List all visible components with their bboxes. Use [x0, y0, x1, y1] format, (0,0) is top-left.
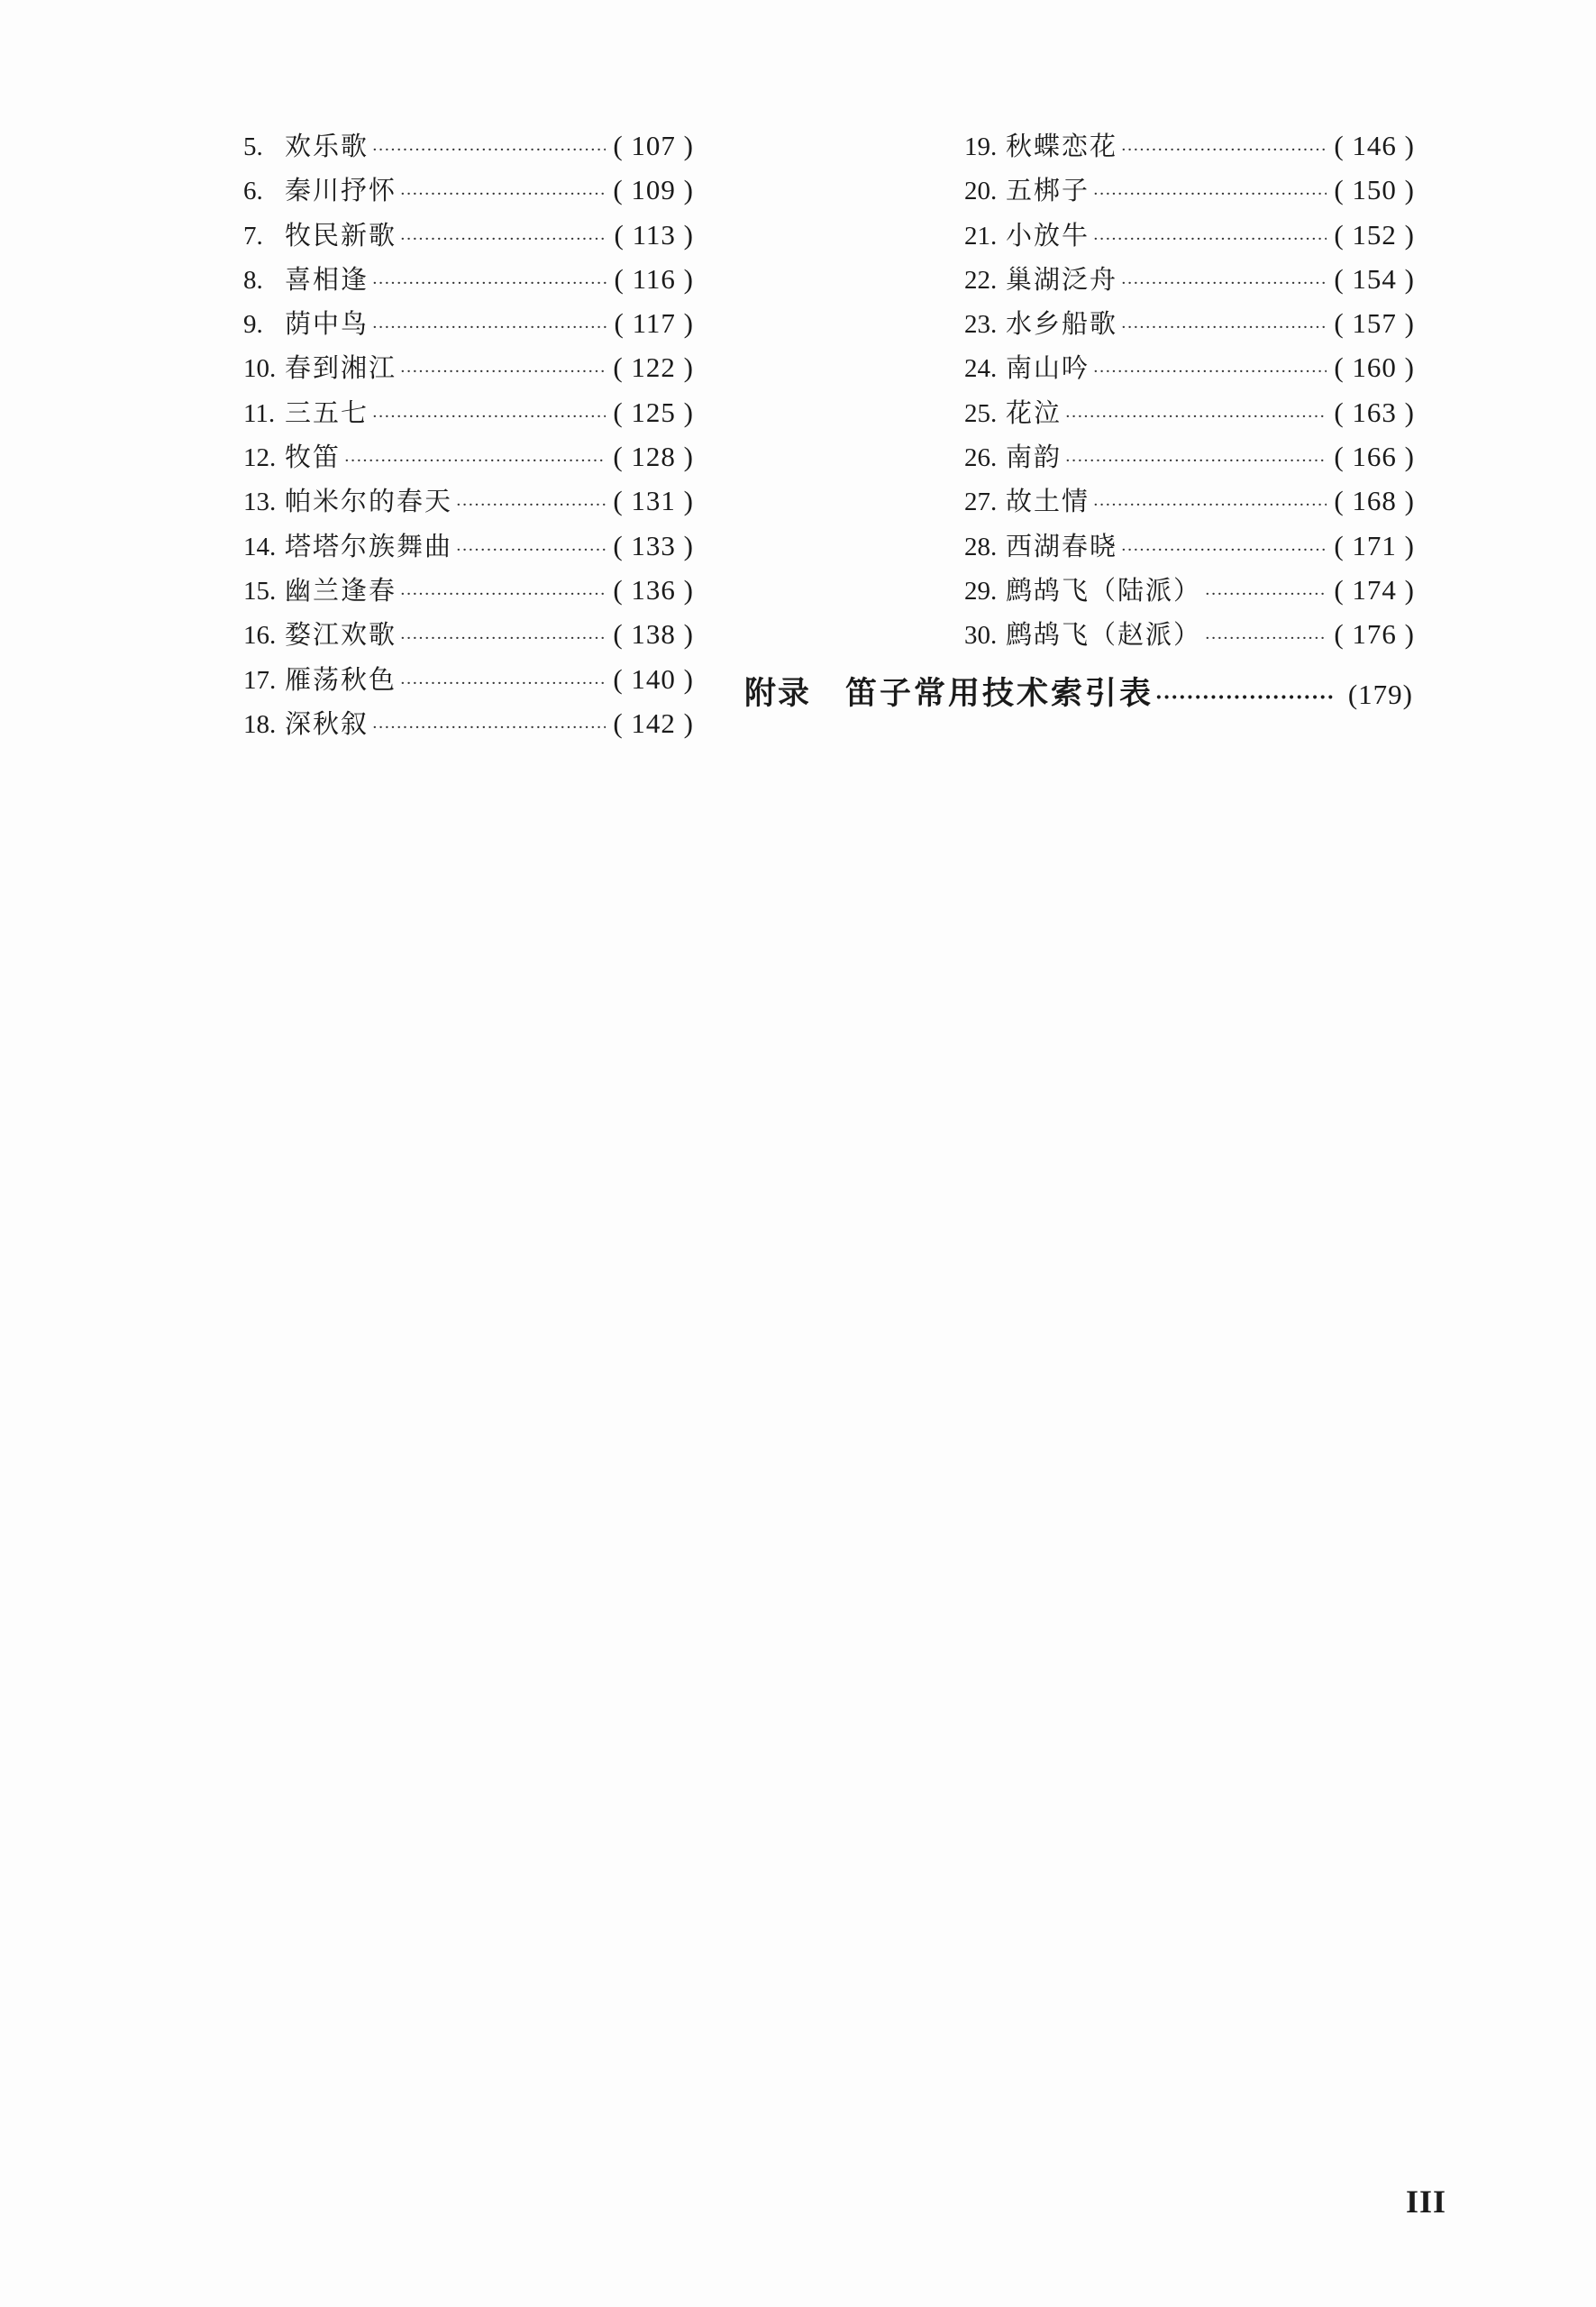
toc-entry-number: 14.: [243, 532, 277, 561]
toc-entry-page: ( 166 ): [1334, 441, 1415, 473]
toc-entry-page: ( 174 ): [1334, 573, 1415, 606]
toc-entry-number: 13.: [243, 488, 277, 517]
toc-entry-number: 5.: [243, 132, 263, 161]
toc-entry[interactable]: [243, 215, 694, 260]
toc-entry-page: ( 168 ): [1334, 485, 1415, 517]
toc-entry-title: 鹧鸪飞（陆派）: [1006, 574, 1202, 606]
toc-entry[interactable]: [964, 570, 1415, 615]
toc-entry-title: 塔塔尔族舞曲: [285, 530, 453, 561]
toc-entry-page: ( 150 ): [1334, 174, 1415, 206]
toc-entry[interactable]: [243, 393, 694, 437]
toc-leader-dots: [372, 407, 606, 426]
toc-leader-dots: [1093, 362, 1327, 381]
toc-entry-title: 秦川抒怀: [285, 175, 397, 206]
toc-entry[interactable]: [964, 437, 1415, 481]
toc-entry-number: 12.: [243, 443, 277, 473]
toc-entry-page: ( 171 ): [1334, 529, 1415, 561]
toc-entry-number: 29.: [964, 576, 998, 606]
toc-entry-title: 巢湖泛舟: [1006, 263, 1118, 295]
toc-entry-number: 6.: [243, 177, 263, 206]
toc-entry-page: ( 133 ): [613, 529, 694, 561]
toc-leader-dots: [1065, 407, 1327, 426]
toc-entry-page: ( 163 ): [1334, 396, 1415, 428]
toc-entry[interactable]: [243, 304, 694, 348]
toc-entry-title: 小放牛: [1006, 219, 1090, 251]
toc-entry-page: ( 136 ): [613, 573, 694, 606]
toc-entry-page: ( 152 ): [1334, 218, 1415, 251]
toc-entry-page: ( 142 ): [613, 707, 694, 739]
toc-entry[interactable]: [243, 704, 694, 748]
toc-entry[interactable]: [964, 170, 1415, 214]
toc-entry-number: 8.: [243, 265, 263, 295]
toc-leader-dots: [372, 318, 606, 337]
toc-entry-number: 26.: [964, 443, 998, 473]
toc-entry-title: 雁荡秋色: [285, 663, 397, 695]
toc-entry-title: 深秋叙: [285, 707, 369, 739]
toc-entry-number: 22.: [964, 265, 998, 295]
toc-entry-page: ( 146 ): [1334, 130, 1415, 161]
appendix-title: 笛子常用技术索引表: [845, 676, 1154, 712]
toc-entry-page: ( 176 ): [1334, 618, 1415, 651]
toc-entry-title: 婺江欢歌: [285, 619, 397, 651]
toc-entry-page: ( 107 ): [613, 130, 694, 161]
toc-entry-title: 鹧鸪飞（赵派）: [1006, 619, 1202, 651]
toc-entry[interactable]: [243, 615, 694, 659]
toc-entry-page: ( 117 ): [614, 307, 694, 340]
toc-entry-number: 25.: [964, 398, 998, 428]
toc-entry-number: 24.: [964, 354, 998, 384]
toc-entry-title: 春到湘江: [285, 352, 397, 384]
toc-leader-dots: [456, 496, 606, 515]
toc-entry-page: ( 113 ): [614, 218, 694, 251]
toc-leader-dots: [400, 185, 606, 204]
toc-entry-number: 17.: [243, 665, 277, 695]
toc-entry[interactable]: [964, 526, 1415, 570]
toc-entry-page: ( 125 ): [613, 396, 694, 428]
toc-entry-title: 故土情: [1006, 486, 1090, 517]
toc-entry[interactable]: [243, 570, 694, 615]
toc-leader-dots: [1093, 185, 1327, 204]
toc-leader-dots: [1121, 318, 1327, 337]
toc-entry-number: 18.: [243, 709, 277, 739]
toc-column-right: [964, 126, 1415, 660]
toc-entry[interactable]: [964, 304, 1415, 348]
toc-leader-dots: [1121, 541, 1327, 560]
toc-entry-title: 水乡船歌: [1006, 308, 1118, 340]
toc-entry-title: 秋蝶恋花: [1006, 131, 1118, 161]
toc-entry-page: ( 138 ): [613, 618, 694, 651]
toc-entry[interactable]: [964, 393, 1415, 437]
toc-entry-title: 喜相逢: [285, 263, 369, 295]
toc-leader-dots: [1093, 230, 1327, 249]
toc-entry-number: 23.: [964, 310, 998, 340]
toc-entry-page: ( 157 ): [1334, 307, 1415, 340]
toc-entry[interactable]: [243, 481, 694, 525]
toc-entry[interactable]: [243, 526, 694, 570]
toc-entry-number: 11.: [243, 398, 276, 428]
toc-entry[interactable]: [243, 260, 694, 304]
toc-leader-dots: [372, 274, 606, 293]
toc-entry-number: 15.: [243, 576, 277, 606]
toc-appendix-entry[interactable]: [744, 669, 1413, 714]
toc-entry[interactable]: [243, 437, 694, 481]
toc-leader-dots: [456, 541, 606, 560]
toc-entry-title: 帕米尔的春天: [285, 486, 453, 517]
toc-entry[interactable]: [243, 126, 694, 170]
toc-entry-title: 幽兰逢春: [285, 574, 397, 606]
toc-entry-title: 牧民新歌: [285, 219, 397, 251]
toc-entry-title: 牧笛: [285, 442, 342, 473]
toc-entry-number: 27.: [964, 488, 998, 517]
toc-entry-page: ( 116 ): [614, 262, 694, 295]
toc-entry-page: ( 140 ): [613, 662, 694, 695]
toc-entry-page: ( 122 ): [613, 351, 694, 384]
toc-leader-dots: [1205, 629, 1327, 648]
toc-leader-dots: [1155, 686, 1336, 709]
toc-leader-dots: [372, 141, 606, 160]
toc-entry-number: 30.: [964, 621, 998, 651]
toc-entry[interactable]: [964, 348, 1415, 392]
toc-entry-number: 28.: [964, 532, 998, 561]
toc-leader-dots: [1093, 496, 1327, 515]
toc-leader-dots: [1065, 451, 1327, 470]
appendix-page: (179): [1347, 679, 1413, 710]
toc-leader-dots: [344, 451, 606, 470]
toc-entry[interactable]: [243, 170, 694, 214]
toc-entry-title: 欢乐歌: [285, 131, 369, 161]
toc-entry[interactable]: [964, 126, 1415, 170]
toc-leader-dots: [400, 585, 606, 604]
toc-entry-page: ( 128 ): [613, 441, 694, 473]
toc-entry[interactable]: [964, 615, 1415, 659]
toc-entry-page: ( 154 ): [1334, 262, 1415, 295]
toc-entry[interactable]: [964, 215, 1415, 260]
toc-entry[interactable]: [964, 481, 1415, 525]
toc-leader-dots: [400, 629, 606, 648]
toc-entry-number: 7.: [243, 221, 263, 251]
toc-entry-page: ( 131 ): [613, 485, 694, 517]
toc-entry-page: ( 160 ): [1334, 351, 1415, 384]
toc-entry-number: 9.: [243, 310, 263, 340]
toc-entry-number: 19.: [964, 132, 998, 161]
toc-leader-dots: [1121, 141, 1327, 160]
toc-entry-title: 三五七: [285, 397, 369, 428]
page-number: III: [1406, 2184, 1447, 2220]
toc-leader-dots: [372, 718, 606, 737]
toc-entry-number: 10.: [243, 354, 277, 384]
toc-leader-dots: [400, 362, 606, 381]
toc-leader-dots: [400, 674, 606, 693]
toc-entry-number: 20.: [964, 177, 998, 206]
toc-entry-page: ( 109 ): [613, 174, 694, 206]
toc-entry-number: 16.: [243, 621, 277, 651]
toc-entry[interactable]: [964, 260, 1415, 304]
toc-entry-title: 荫中鸟: [285, 308, 369, 340]
toc-entry-title: 五梆子: [1006, 175, 1090, 206]
toc-leader-dots: [1205, 585, 1327, 604]
toc-entry[interactable]: [243, 348, 694, 392]
toc-entry-title: 西湖春晓: [1006, 530, 1118, 561]
toc-entry-title: 南山吟: [1006, 352, 1090, 384]
toc-leader-dots: [1121, 274, 1327, 293]
toc-entry-number: 21.: [964, 221, 998, 251]
toc-column-left: [243, 126, 694, 748]
toc-leader-dots: [400, 230, 606, 249]
toc-entry-title: 南韵: [1006, 442, 1062, 473]
appendix-label: 附录: [744, 676, 812, 712]
toc-entry-title: 花泣: [1006, 397, 1062, 428]
toc-entry[interactable]: [243, 660, 694, 704]
